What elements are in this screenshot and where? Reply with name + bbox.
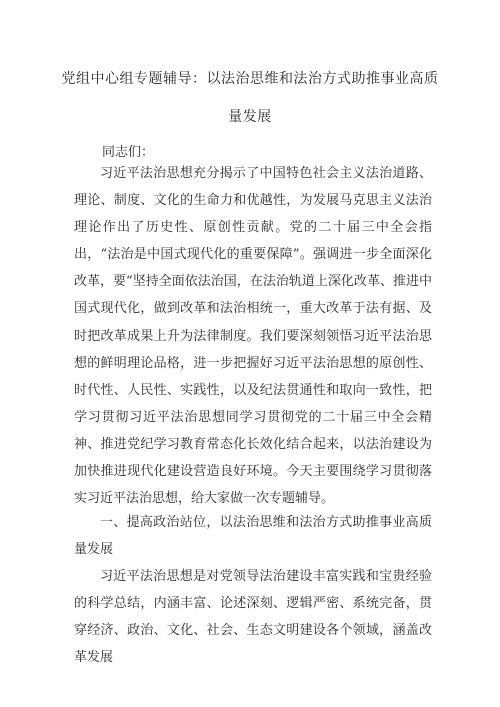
- paragraph-section-1: 习近平法治思想是对党领导法治建设丰富实践和宝贵经验的科学总结，内涵丰富、论述深刻、逻辑严密、系统完备，贯穿经济、政治、文化、社会、生态文明建设各个领域，涵盖改革发展: [74, 569, 432, 666]
- document-title-line-2: 量发展: [228, 109, 272, 125]
- document-title-line-1: 党组中心组专题辅导：以法治思维和法治方式助推事业高质: [61, 71, 439, 87]
- salutation: 同志们：: [102, 145, 155, 160]
- paragraph-intro: 习近平法治思想充分揭示了中国特色社会主义法治道路、理论、制度、文化的生命力和优越性，为发展马克思主义法治理论作出了历史性、原创性贡献。党的二十届三中全会指出，“法治是中国式现代化的重要保障”。强调进一步全面深化改革，要“坚持全面依法治国，在法治轨道上深化改革、推进中国式现代化，做到改革和法治相统一，重大改革于法有据、及时把改革成果上升为法律制度。我们要深刻领悟习近平法治思想的鲜明理论品格，进一步把握好习近平法治思想的原创性、时代性、人民性、实践性，以及纪法贯通性和取向一致性，把学习贯彻习近平法治思想同学习贯彻党的二十届三中全会精神、推进党纪学习教育常态化长效化结合起来，以法治建设为加快推进现代化建设营造良好环境。今天主要围绕学习贯彻落实习近平法治思想，给大家做一次专题辅导。: [74, 166, 432, 507]
- section-heading-1: 一、提高政治站位，以法治思维和法治方式助推事业高质量发展: [74, 515, 432, 558]
